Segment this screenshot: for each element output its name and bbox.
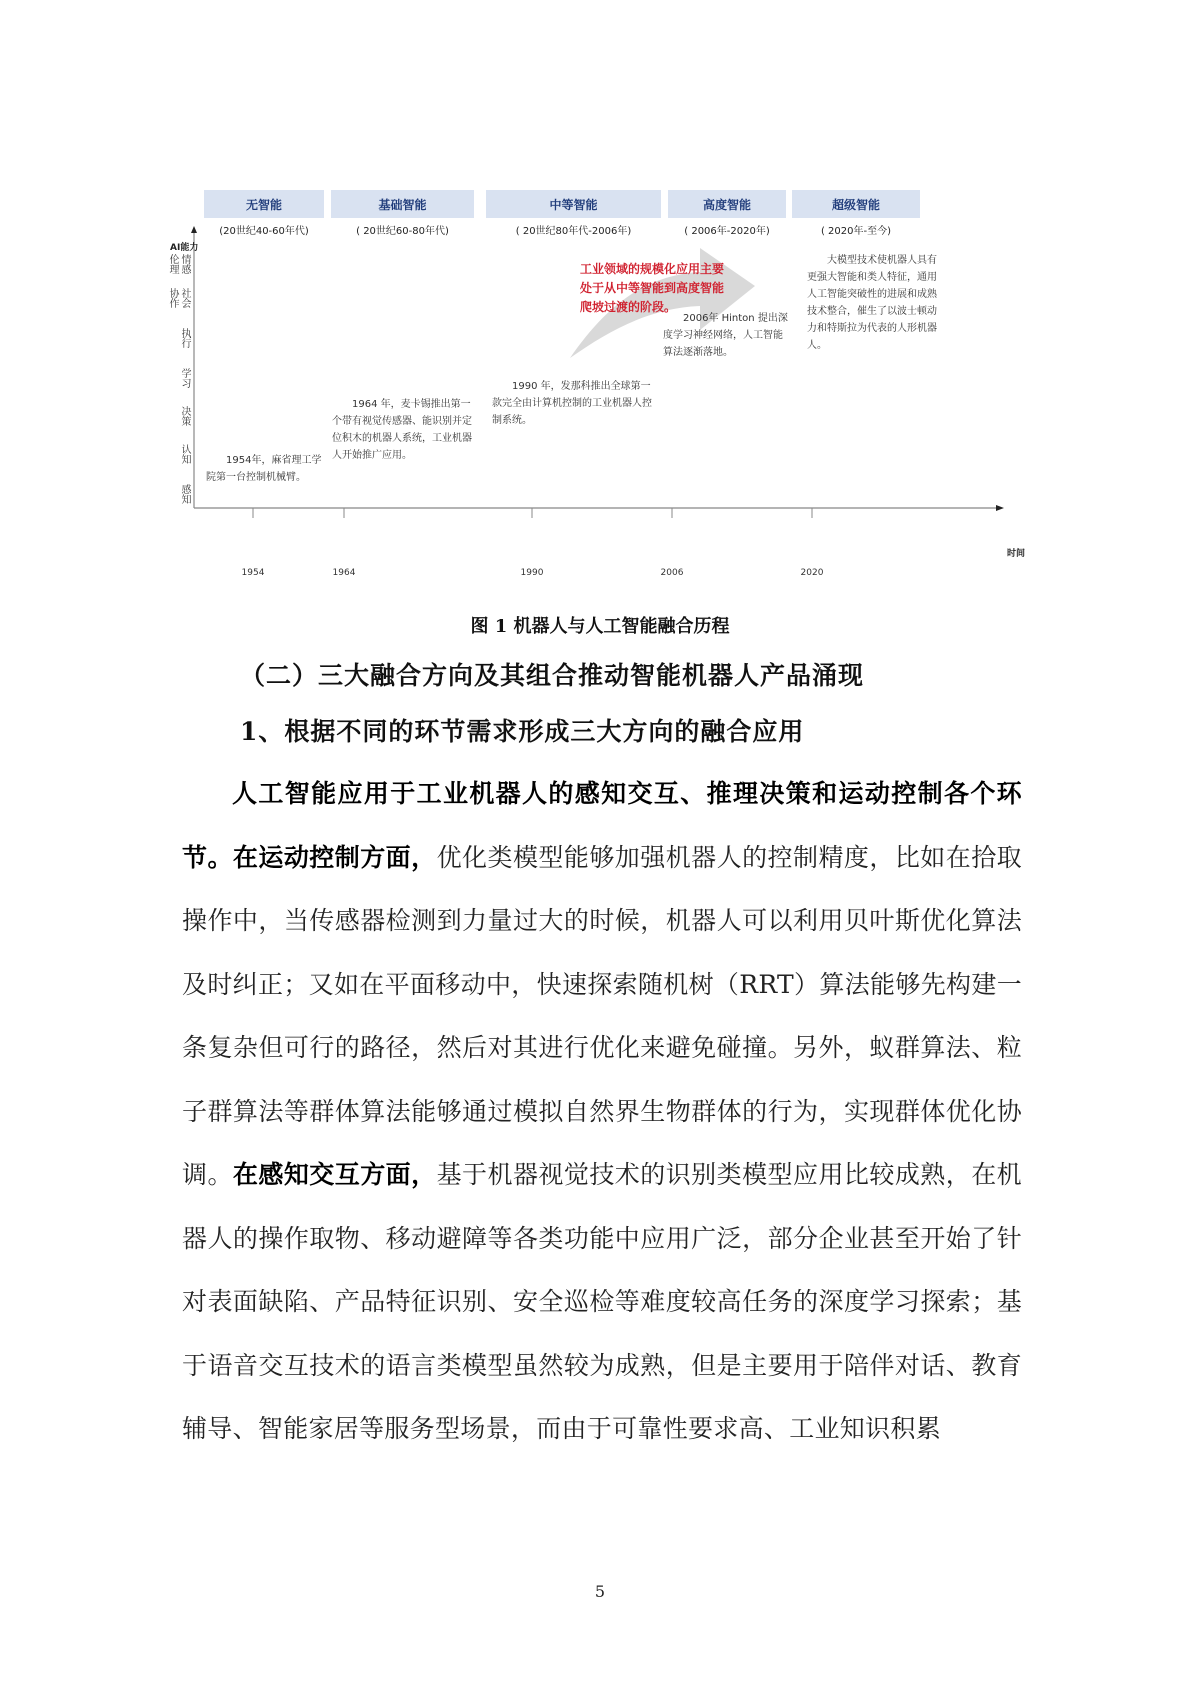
x-tick-1954: 1954 [241,568,265,578]
body-paragraph [182,762,1022,1461]
x-tick-1964: 1964 [332,568,356,578]
y-label-perception: 感知 [179,484,190,504]
y-label-execution: 执行 [179,328,190,348]
y-label-decision: 决策 [179,406,190,426]
era-range: ( 2020年-至今) [820,226,892,237]
era-box-medium-intelligence: 中等智能 [486,190,661,218]
y-label-collaboration: 协作 [167,288,178,308]
era-box-no-intelligence: 无智能 [204,190,324,218]
motion-control-label: 在运动控制方面， [232,842,437,872]
era-range: ( 20世纪80年代-2006年) [515,226,632,237]
perception-label: 在感知交互方面， [232,1160,437,1189]
lead-sentence: 人工智能应用于工业机器人的感知交互、推理决策和运动控制各个环节。 [182,779,1022,872]
x-tick-2020: 2020 [800,568,824,578]
y-label-learning: 学习 [179,368,190,388]
era-box-super-intelligence: 超级智能 [792,190,920,218]
subsection-heading: 1、根据不同的环节需求形成三大方向的融合应用 [240,717,805,746]
motion-control-text: 优化类模型能够加强机器人的控制精度，比如在拾取操作中，当传感器检测到力量过大的时候，机器人可以利用贝叶斯优化算法及时纠正；又如在平面移动中，快速探索随机树（RRT）算法能够先构建一条复杂但可行的路径，然后对其进行优化来避免碰撞。另外，蚁群算法、粒子群算法等群体算法能够通过模拟自然界生物群体的行为，实现群体优化协调。 [182,842,1022,1189]
x-tick-2006: 2006 [660,568,684,578]
page-number: 5 [594,1582,606,1601]
era-range: (20世纪40-60年代) [219,226,309,237]
x-axis-title: 时间 [1007,549,1026,559]
figure-caption: 图 1 机器人与人工智能融合历程 [470,616,730,637]
event-1954: 1954年，麻省理工学院第一台控制机械臂。 [206,455,322,483]
y-label-ethics: 伦理 [167,254,178,274]
perception-text: 基于机器视觉技术的识别类模型应用比较成熟，在机器人的操作取物、移动避障等各类功能中应用广泛，部分企业甚至开始了针对表面缺陷、产品特征识别、安全巡检等难度较高任务的深度学习探索；基于语音交互技术的语言类模型虽然较为成熟，但是主要用于陪伴对话、教育辅导、智能家居等服务型场景，而由于可靠性要求高、工业知识积累 [182,1160,1022,1443]
timeline-figure [167,180,1040,580]
era-box-basic-intelligence: 基础智能 [331,190,474,218]
y-label-cognition: 认知 [179,444,190,464]
section-heading: （二）三大融合方向及其组合推动智能机器人产品涌现 [240,661,865,690]
highlight-annotation: 工业领域的规模化应用主要处于从中等智能到高度智能爬坡过渡的阶段。 [580,262,725,314]
event-2006: 2006年 Hinton 提出深度学习神经网络，人工智能算法逐渐落地。 [663,313,788,358]
x-tick-1990: 1990 [520,568,544,578]
y-label-emotion: 情感 [179,254,190,274]
y-label-social: 社会 [179,288,190,308]
event-1990: 1990 年，发那科推出全球第一款完全由计算机控制的工业机器人控制系统。 [492,381,652,426]
era-range: ( 2006年-2020年) [684,226,770,237]
event-1964: 1964 年，麦卡锡推出第一个带有视觉传感器、能识别并定位积木的机器人系统，工业机器人开始推广应用。 [332,399,472,461]
y-axis-title: AI能力 [170,243,199,253]
era-box-high-intelligence: 高度智能 [668,190,786,218]
era-range: ( 20世纪60-80年代) [356,226,449,237]
event-2020: 大模型技术使机器人具有更强大智能和类人特征，通用人工智能突破性的进展和成熟技术整合，催生了以波士顿动力和特斯拉为代表的人形机器人。 [807,255,937,351]
